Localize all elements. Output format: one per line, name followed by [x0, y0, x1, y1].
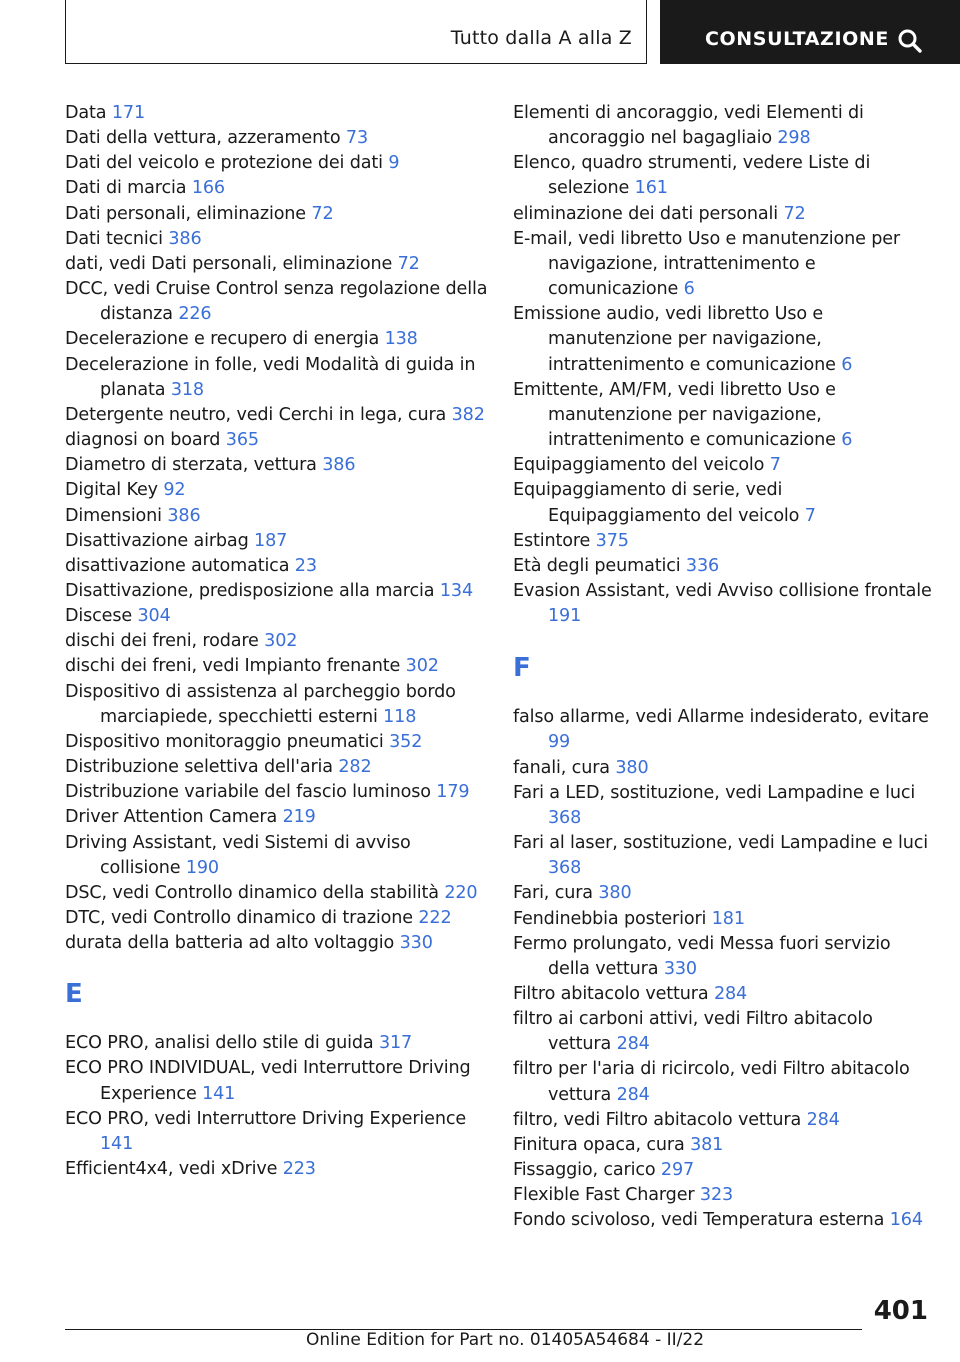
- index-entry: [65, 1031, 490, 1056]
- index-entry-page-link[interactable]: 190: [185, 857, 219, 878]
- index-entry-page-link[interactable]: 298: [777, 128, 811, 149]
- index-entry-page-link[interactable]: 284: [616, 1084, 650, 1105]
- index-entry-text: Fissaggio, carico: [513, 1160, 661, 1181]
- index-entry-text: Dispositivo di assistenza al parcheggio bordo marciapiede, specchietti esterni: [65, 681, 456, 727]
- index-entry-text: Finitura opaca, cura: [513, 1134, 691, 1155]
- index-entry-text: diagnosi on board: [65, 430, 226, 451]
- index-entry: [65, 101, 490, 126]
- index-entry: [65, 629, 490, 654]
- index-entry-page-link[interactable]: 164: [889, 1210, 923, 1231]
- index-entry-text: E-mail, vedi libretto Uso e manutenzione per navigazione, intrattenimento e comunicazione: [513, 228, 900, 300]
- index-entry-page-link[interactable]: 318: [170, 379, 204, 400]
- index-entry-page-link[interactable]: 171: [111, 103, 145, 123]
- index-entry-page-link[interactable]: 282: [338, 757, 372, 778]
- index-entry: [65, 805, 490, 830]
- index-entry-text: Detergente neutro, vedi Cerchi in lega, cura: [65, 404, 452, 425]
- index-entry-text: Driver Attention Camera: [65, 807, 283, 828]
- index-entry-page-link[interactable]: 365: [225, 430, 259, 451]
- index-entry-page-link[interactable]: 380: [598, 883, 632, 904]
- index-entry-page-link[interactable]: 381: [690, 1134, 724, 1155]
- index-entry: [65, 529, 490, 554]
- index-entry-page-link[interactable]: 220: [444, 882, 478, 903]
- index-group-d: [65, 101, 490, 956]
- index-entry: [513, 932, 933, 982]
- edition-footer: Online Edition for Part no. 01405A54684 - II/22: [306, 1330, 705, 1350]
- index-entry-text: Fari al laser, sostituzione, vedi Lampadine e luci: [513, 833, 929, 854]
- index-entry-page-link[interactable]: 7: [769, 455, 781, 476]
- index-entry: [513, 756, 933, 781]
- index-entry: [65, 906, 490, 931]
- index-group-e: [65, 1031, 490, 1182]
- index-entry-text: Dati tecnici: [65, 228, 169, 249]
- index-entry: [65, 227, 490, 252]
- index-entry-text: Elementi di ancoraggio, vedi Elementi di ancoraggio nel bagagliaio: [513, 103, 864, 149]
- index-entry-text: Dati del veicolo e protezione dei dati: [65, 153, 389, 174]
- index-entry-text: Emittente, AM/FM, vedi libretto Uso e manutenzione per navigazione, intrattenimento e comunicazione: [513, 379, 842, 451]
- index-entry-text: dischi dei freni, rodare: [65, 631, 265, 652]
- index-entry-page-link[interactable]: 386: [167, 505, 201, 526]
- index-entry: [513, 378, 933, 453]
- index-entry: [513, 907, 933, 932]
- index-entry-text: Fari, cura: [513, 883, 599, 904]
- index-entry-text: ECO PRO, vedi Interruttore Driving Experience: [65, 1108, 467, 1129]
- index-entry-page-link[interactable]: 297: [660, 1160, 695, 1181]
- index-entry: [513, 1007, 933, 1057]
- index-entry-text: Discese: [65, 606, 138, 627]
- page-number: 401: [873, 1296, 928, 1326]
- index-entry-page-link[interactable]: 141: [202, 1083, 236, 1104]
- index-letter-e: E: [65, 979, 83, 1010]
- chapter-title: CONSULTAZIONE: [705, 28, 889, 50]
- index-entry-page-link[interactable]: 72: [311, 203, 334, 224]
- index-entry-text: Equipaggiamento del veicolo: [513, 455, 770, 476]
- index-entry-page-link[interactable]: 223: [282, 1159, 316, 1180]
- header-chapter-box: [660, 0, 960, 64]
- index-entry-text: Dati di marcia: [65, 178, 192, 199]
- index-entry: [65, 504, 490, 529]
- index-entry: [513, 1057, 933, 1107]
- index-entry-text: durata della batteria ad alto voltaggio: [65, 933, 400, 954]
- index-entry: [65, 453, 490, 478]
- index-entry-text: Distribuzione variabile del fascio luminoso: [65, 782, 437, 803]
- index-entry-page-link[interactable]: 222: [418, 908, 452, 928]
- index-entry-text: Filtro abitacolo vettura: [513, 984, 714, 1004]
- index-entry: [65, 428, 490, 453]
- index-group-f: [513, 705, 933, 1233]
- index-entry-text: DSC, vedi Controllo dinamico della stabilità: [65, 882, 445, 903]
- index-entry: [513, 151, 933, 201]
- index-entry-text: falso allarme, vedi Allarme indesiderato, evitare: [513, 707, 929, 728]
- index-entry-text: Equipaggiamento di serie, vedi Equipaggiamento del veicolo: [513, 480, 805, 526]
- index-entry-page-link[interactable]: 382: [451, 404, 485, 425]
- index-entry-page-link[interactable]: 375: [595, 530, 629, 551]
- index-entry: [65, 831, 490, 881]
- index-entry-text: dischi dei freni, vedi Impianto frenante: [65, 656, 406, 677]
- index-entry: [513, 881, 933, 906]
- index-entry-text: Elenco, quadro strumenti, vedere Liste di selezione: [513, 153, 871, 199]
- index-entry: [513, 227, 933, 302]
- index-entry-page-link[interactable]: 386: [168, 228, 202, 249]
- index-entry: [513, 1183, 933, 1208]
- index-entry-page-link[interactable]: 72: [397, 253, 420, 274]
- index-entry-page-link[interactable]: 304: [137, 606, 171, 627]
- index-entry-text: filtro, vedi Filtro abitacolo vettura: [513, 1109, 807, 1130]
- index-entry-page-link[interactable]: 179: [436, 782, 470, 803]
- index-entry-page-link[interactable]: 73: [345, 128, 368, 149]
- index-entry: [513, 101, 933, 151]
- index-entry-page-link[interactable]: 386: [322, 455, 356, 476]
- index-entry-page-link[interactable]: 302: [264, 631, 298, 652]
- index-entry-page-link[interactable]: 23: [294, 555, 317, 576]
- index-entry: [65, 1157, 490, 1182]
- index-entry-text: ECO PRO INDIVIDUAL, vedi Interruttore Driving Experience: [65, 1058, 471, 1104]
- index-entry: [513, 529, 933, 554]
- index-entry-text: Dati personali, eliminazione: [65, 203, 312, 224]
- index-entry: [513, 831, 933, 881]
- index-entry-text: Disattivazione airbag: [65, 530, 255, 551]
- index-entry-page-link[interactable]: 284: [616, 1034, 650, 1055]
- index-entry: [65, 780, 490, 805]
- index-entry-text: Evasion Assistant, vedi Avviso collisione frontale: [513, 580, 932, 601]
- index-entry-text: DTC, vedi Controllo dinamico di trazione: [65, 908, 419, 928]
- index-entry-text: fanali, cura: [513, 757, 616, 778]
- index-entry: [513, 1158, 933, 1183]
- index-entry-page-link[interactable]: 317: [378, 1033, 413, 1054]
- index-entry-page-link[interactable]: 9: [388, 153, 400, 174]
- index-entry-text: Fermo prolungato, vedi Messa fuori servizio della vettura: [513, 933, 891, 979]
- index-entry-page-link[interactable]: 7: [804, 505, 816, 526]
- index-entry-text: Estintore: [513, 530, 596, 551]
- index-entry-text: Distribuzione selettiva dell'aria: [65, 757, 339, 778]
- index-entry: [65, 755, 490, 780]
- index-entry-page-link[interactable]: 138: [384, 329, 418, 350]
- index-entry-text: Disattivazione, predisposizione alla marcia: [65, 580, 440, 601]
- index-entry-page-link[interactable]: 134: [439, 580, 473, 601]
- index-entry-page-link[interactable]: 330: [399, 933, 433, 954]
- index-entry-page-link[interactable]: 141: [100, 1133, 134, 1154]
- index-entry-text: Data: [65, 103, 112, 123]
- index-entry-text: ECO PRO, analisi dello stile di guida: [65, 1033, 379, 1054]
- index-entry: [513, 1108, 933, 1133]
- index-letter-f: F: [513, 653, 531, 684]
- index-entry: [65, 730, 490, 755]
- index-entry-text: Fari a LED, sostituzione, vedi Lampadine e luci: [513, 782, 916, 803]
- index-entry: [513, 705, 933, 755]
- index-entry: [65, 202, 490, 227]
- index-entry-text: Decelerazione in folle, vedi Modalità di guida in planata: [65, 354, 476, 400]
- index-entry-page-link[interactable]: 336: [685, 555, 720, 576]
- index-entry: [65, 126, 490, 151]
- index-entry-text: Diametro di sterzata, vettura: [65, 455, 323, 476]
- index-entry-page-link[interactable]: 330: [663, 958, 697, 979]
- index-entry-text: eliminazione dei dati personali: [513, 203, 784, 224]
- index-entry-page-link[interactable]: 352: [389, 731, 423, 752]
- index-entry: [513, 579, 933, 629]
- section-title: Tutto dalla A alla Z: [450, 27, 632, 49]
- index-entry: [65, 654, 490, 679]
- index-entry: [65, 554, 490, 579]
- index-entry-text: Decelerazione e recupero di energia: [65, 329, 385, 350]
- index-entry: [513, 1133, 933, 1158]
- index-entry: [513, 781, 933, 831]
- index-entry-page-link[interactable]: 6: [841, 430, 853, 451]
- index-entry-text: Fendinebbia posteriori: [513, 908, 712, 929]
- index-entry-page-link[interactable]: 99: [548, 732, 571, 753]
- index-entry: [513, 554, 933, 579]
- index-entry-page-link[interactable]: 181: [711, 908, 745, 929]
- index-entry-page-link[interactable]: 191: [548, 606, 582, 627]
- index-entry-page-link[interactable]: 226: [178, 304, 212, 325]
- index-entry-page-link[interactable]: 187: [254, 530, 288, 551]
- index-entry-page-link[interactable]: 118: [383, 706, 417, 727]
- index-column-left: [65, 101, 490, 1182]
- index-entry: [65, 1107, 490, 1157]
- index-entry-page-link[interactable]: 380: [615, 757, 649, 778]
- index-entry: [65, 579, 490, 604]
- index-entry: [65, 277, 490, 327]
- index-entry-page-link[interactable]: 284: [806, 1109, 840, 1130]
- index-entry: [65, 680, 490, 730]
- index-entry-page-link[interactable]: 219: [282, 807, 316, 828]
- index-entry: [65, 353, 490, 403]
- index-entry-page-link[interactable]: 166: [191, 178, 225, 199]
- index-entry: [65, 881, 490, 906]
- index-entry-text: disattivazione automatica: [65, 555, 295, 576]
- index-entry-text: Digital Key: [65, 480, 164, 501]
- magnifier-icon: [897, 28, 923, 54]
- index-entry-page-link[interactable]: 6: [683, 279, 695, 300]
- index-entry-page-link[interactable]: 6: [841, 354, 853, 375]
- index-entry: [65, 1056, 490, 1106]
- index-entry: [513, 202, 933, 227]
- index-entry-page-link[interactable]: 161: [634, 178, 668, 199]
- index-entry-text: Dimensioni: [65, 505, 168, 526]
- index-entry-text: Dati della vettura, azzeramento: [65, 128, 346, 149]
- index-entry-page-link[interactable]: 323: [699, 1185, 734, 1206]
- index-entry-page-link[interactable]: 302: [405, 656, 439, 677]
- index-entry-page-link[interactable]: 72: [783, 203, 806, 224]
- index-entry: [65, 478, 490, 503]
- index-entry: [65, 176, 490, 201]
- index-entry: [513, 453, 933, 478]
- index-entry-text: Età degli peumatici: [513, 555, 686, 576]
- index-entry-text: Emissione audio, vedi libretto Uso e manutenzione per navigazione, intrattenimento e comunicazione: [513, 304, 842, 375]
- index-entry: [65, 252, 490, 277]
- index-entry: [65, 604, 490, 629]
- index-entry: [65, 151, 490, 176]
- index-entry-page-link[interactable]: 368: [548, 858, 582, 879]
- index-entry: [65, 931, 490, 956]
- index-entry-text: Flexible Fast Charger: [513, 1185, 700, 1206]
- index-entry-text: Fondo scivoloso, vedi Temperatura esterna: [513, 1210, 890, 1231]
- index-group-e-continued: [513, 101, 933, 629]
- index-entry-text: DCC, vedi Cruise Control senza regolazione della distanza: [65, 279, 488, 325]
- header-section-box: [65, 0, 647, 64]
- index-entry-text: Efficient4x4, vedi xDrive: [65, 1159, 283, 1180]
- index-entry-text: dati, vedi Dati personali, eliminazione: [65, 253, 398, 274]
- index-entry-page-link[interactable]: 368: [548, 807, 582, 828]
- index-entry-page-link[interactable]: 92: [163, 480, 186, 501]
- index-entry: [65, 403, 490, 428]
- index-entry-text: filtro per l'aria di ricircolo, vedi Filtro abitacolo vettura: [513, 1059, 910, 1105]
- index-entry-text: Driving Assistant, vedi Sistemi di avviso collisione: [65, 832, 411, 878]
- index-entry: [513, 478, 933, 528]
- index-entry-page-link[interactable]: 284: [713, 984, 748, 1004]
- index-entry-text: filtro ai carboni attivi, vedi Filtro abitacolo vettura: [513, 1009, 873, 1055]
- index-column-right: [513, 101, 933, 1234]
- index-entry: [65, 327, 490, 352]
- index-entry: [513, 1208, 933, 1233]
- index-entry-text: Dispositivo monitoraggio pneumatici: [65, 731, 390, 752]
- index-entry: [513, 982, 933, 1007]
- index-entry: [513, 302, 933, 377]
